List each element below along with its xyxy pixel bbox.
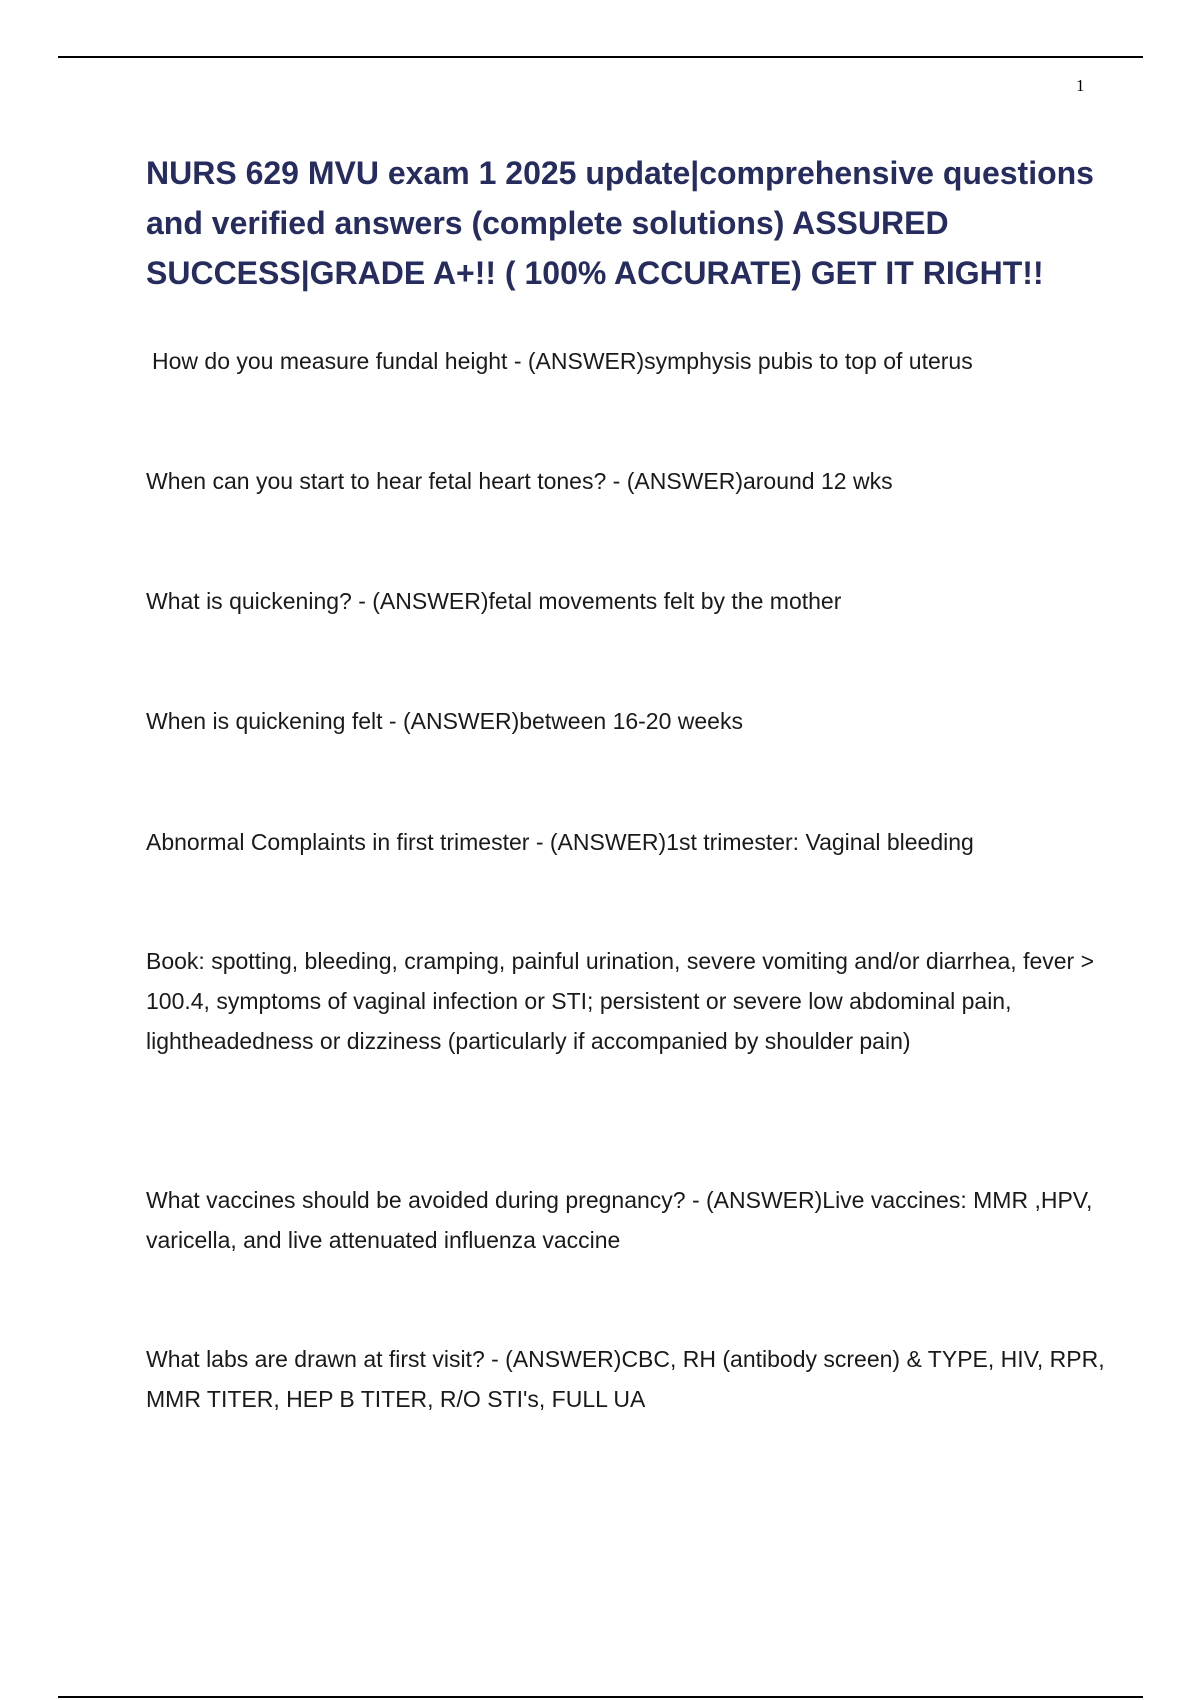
qa-item-first-visit-labs: What labs are drawn at first visit? - (ANSWER)CBC, RH (antibody screen) & TYPE, HIV, RPR, MMR TITER, HEP B TITER, R/O STI's, FULL UA: [146, 1346, 1105, 1412]
qa-item-quickening-timing: When is quickening felt - (ANSWER)between 16-20 weeks: [146, 708, 743, 734]
qa-item-abnormal-complaints: Abnormal Complaints in first trimester - (ANSWER)1st trimester: Vaginal bleeding: [146, 829, 974, 855]
qa-item-vaccines: What vaccines should be avoided during pregnancy? - (ANSWER)Live vaccines: MMR ,HPV, varicella, and live attenuated influenza vaccine: [146, 1187, 1093, 1253]
qa-item-fetal-heart-tones: When can you start to hear fetal heart tones? - (ANSWER)around 12 wks: [146, 468, 893, 494]
qa-item-book-complaints: Book: spotting, bleeding, cramping, painful urination, severe vomiting and/or diarrhea, fever > 100.4, symptoms of vaginal infection or STI; persistent or severe low abdominal pain, lightheadedness or dizziness (particularly if accompanied by shoulder pain): [146, 948, 1095, 1054]
qa-item-quickening-definition: What is quickening? - (ANSWER)fetal movements felt by the mother: [146, 588, 842, 614]
qa-item-fundal-height: How do you measure fundal height - (ANSWER)symphysis pubis to top of uterus: [152, 348, 973, 374]
page-number: 1: [1076, 76, 1085, 95]
document-title: NURS 629 MVU exam 1 2025 update|comprehensive questions and verified answers (complete solutions) ASSURED SUCCESS|GRADE A+!! ( 100% ACCURATE) GET IT RIGHT!!: [146, 155, 1094, 291]
footer-rule: [58, 1696, 1143, 1698]
header-rule: [58, 56, 1143, 58]
